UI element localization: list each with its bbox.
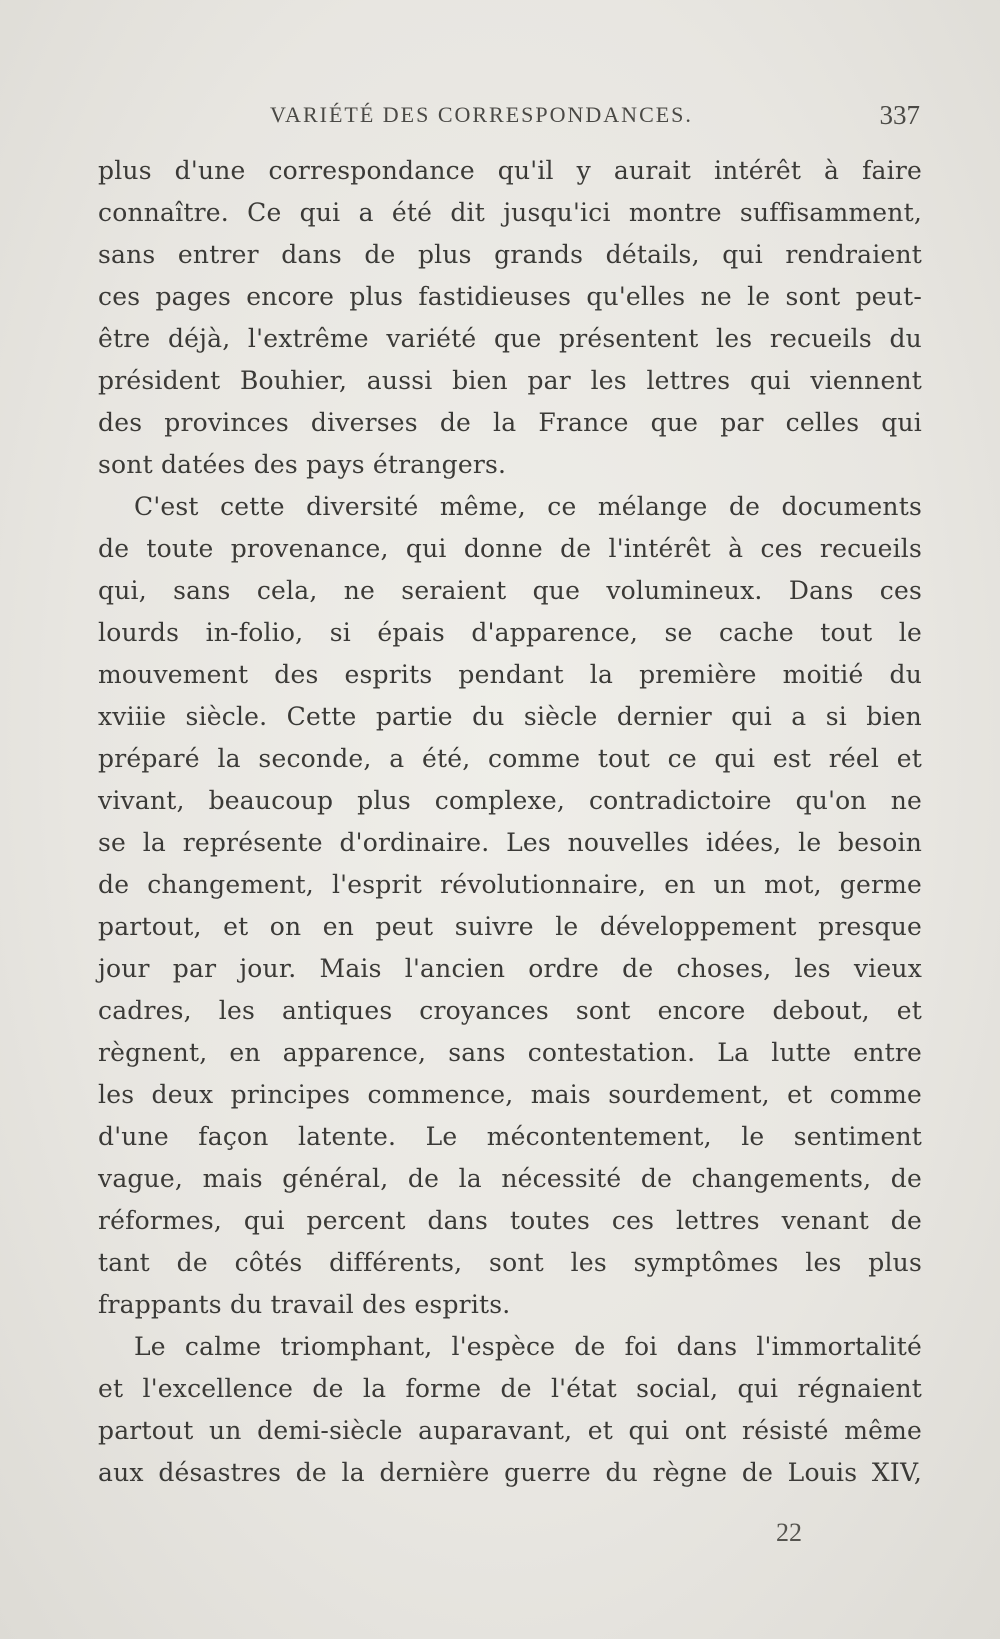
- text-line: C'est cette diversité même, ce mélange de documents: [134, 492, 922, 521]
- text-line: des provinces diverses de la France que par celles qui: [98, 408, 922, 437]
- text-line: de changement, l'esprit révolutionnaire, en un mot, germe: [98, 870, 922, 899]
- text-line: vague, mais général, de la nécessité de changements, de: [98, 1164, 922, 1193]
- text-line: d'une façon latente. Le mécontentement, le sentiment: [98, 1122, 922, 1151]
- text-line: les deux principes commence, mais sourdement, et comme: [98, 1080, 922, 1109]
- text-line: de toute provenance, qui donne de l'intérêt à ces recueils: [98, 534, 922, 563]
- text-line: préparé la seconde, a été, comme tout ce qui est réel et: [98, 744, 922, 773]
- text-line: président Bouhier, aussi bien par les lettres qui viennent: [98, 366, 922, 395]
- text-line: cadres, les antiques croyances sont encore debout, et: [98, 996, 922, 1025]
- text-line: mouvement des esprits pendant la première moitié du: [98, 660, 922, 689]
- running-title: VARIÉTÉ DES CORRESPONDANCES.: [270, 102, 693, 127]
- text-line: tant de côtés différents, sont les symptômes les plus: [98, 1248, 922, 1277]
- text-line: être déjà, l'extrême variété que présentent les recueils du: [98, 324, 922, 353]
- signature-mark: 22: [776, 1518, 802, 1547]
- text-line: plus d'une correspondance qu'il y aurait intérêt à faire: [98, 156, 922, 185]
- text-line: se la représente d'ordinaire. Les nouvelles idées, le besoin: [98, 828, 922, 857]
- text-line: partout un demi-siècle auparavant, et qui ont résisté même: [98, 1416, 922, 1445]
- text-line: règnent, en apparence, sans contestation. La lutte entre: [98, 1038, 922, 1067]
- text-line: qui, sans cela, ne seraient que volumineux. Dans ces: [98, 576, 922, 605]
- running-head: [100, 96, 920, 136]
- text-line: Le calme triomphant, l'espèce de foi dans l'immortalité: [134, 1332, 922, 1361]
- text-line: xviiie siècle. Cette partie du siècle dernier qui a si bien: [98, 702, 922, 731]
- page-number: 337: [879, 100, 920, 130]
- text-line: ces pages encore plus fastidieuses qu'elles ne le sont peut-: [98, 282, 922, 311]
- text-line: frappants du travail des esprits.: [98, 1290, 511, 1319]
- text-line: aux désastres de la dernière guerre du règne de Louis XIV,: [98, 1458, 922, 1487]
- text-line: lourds in-folio, si épais d'apparence, se cache tout le: [98, 618, 922, 647]
- text-line: connaître. Ce qui a été dit jusqu'ici montre suffisamment,: [98, 198, 922, 227]
- text-line: partout, et on en peut suivre le développement presque: [98, 912, 922, 941]
- text-line: vivant, beaucoup plus complexe, contradictoire qu'on ne: [98, 786, 922, 815]
- text-line: et l'excellence de la forme de l'état social, qui régnaient: [98, 1374, 922, 1403]
- body-text: [98, 150, 922, 1494]
- text-line: sont datées des pays étrangers.: [98, 450, 507, 479]
- text-line: réformes, qui percent dans toutes ces lettres venant de: [98, 1206, 922, 1235]
- text-line: sans entrer dans de plus grands détails, qui rendraient: [98, 240, 922, 269]
- text-line: jour par jour. Mais l'ancien ordre de choses, les vieux: [98, 954, 922, 983]
